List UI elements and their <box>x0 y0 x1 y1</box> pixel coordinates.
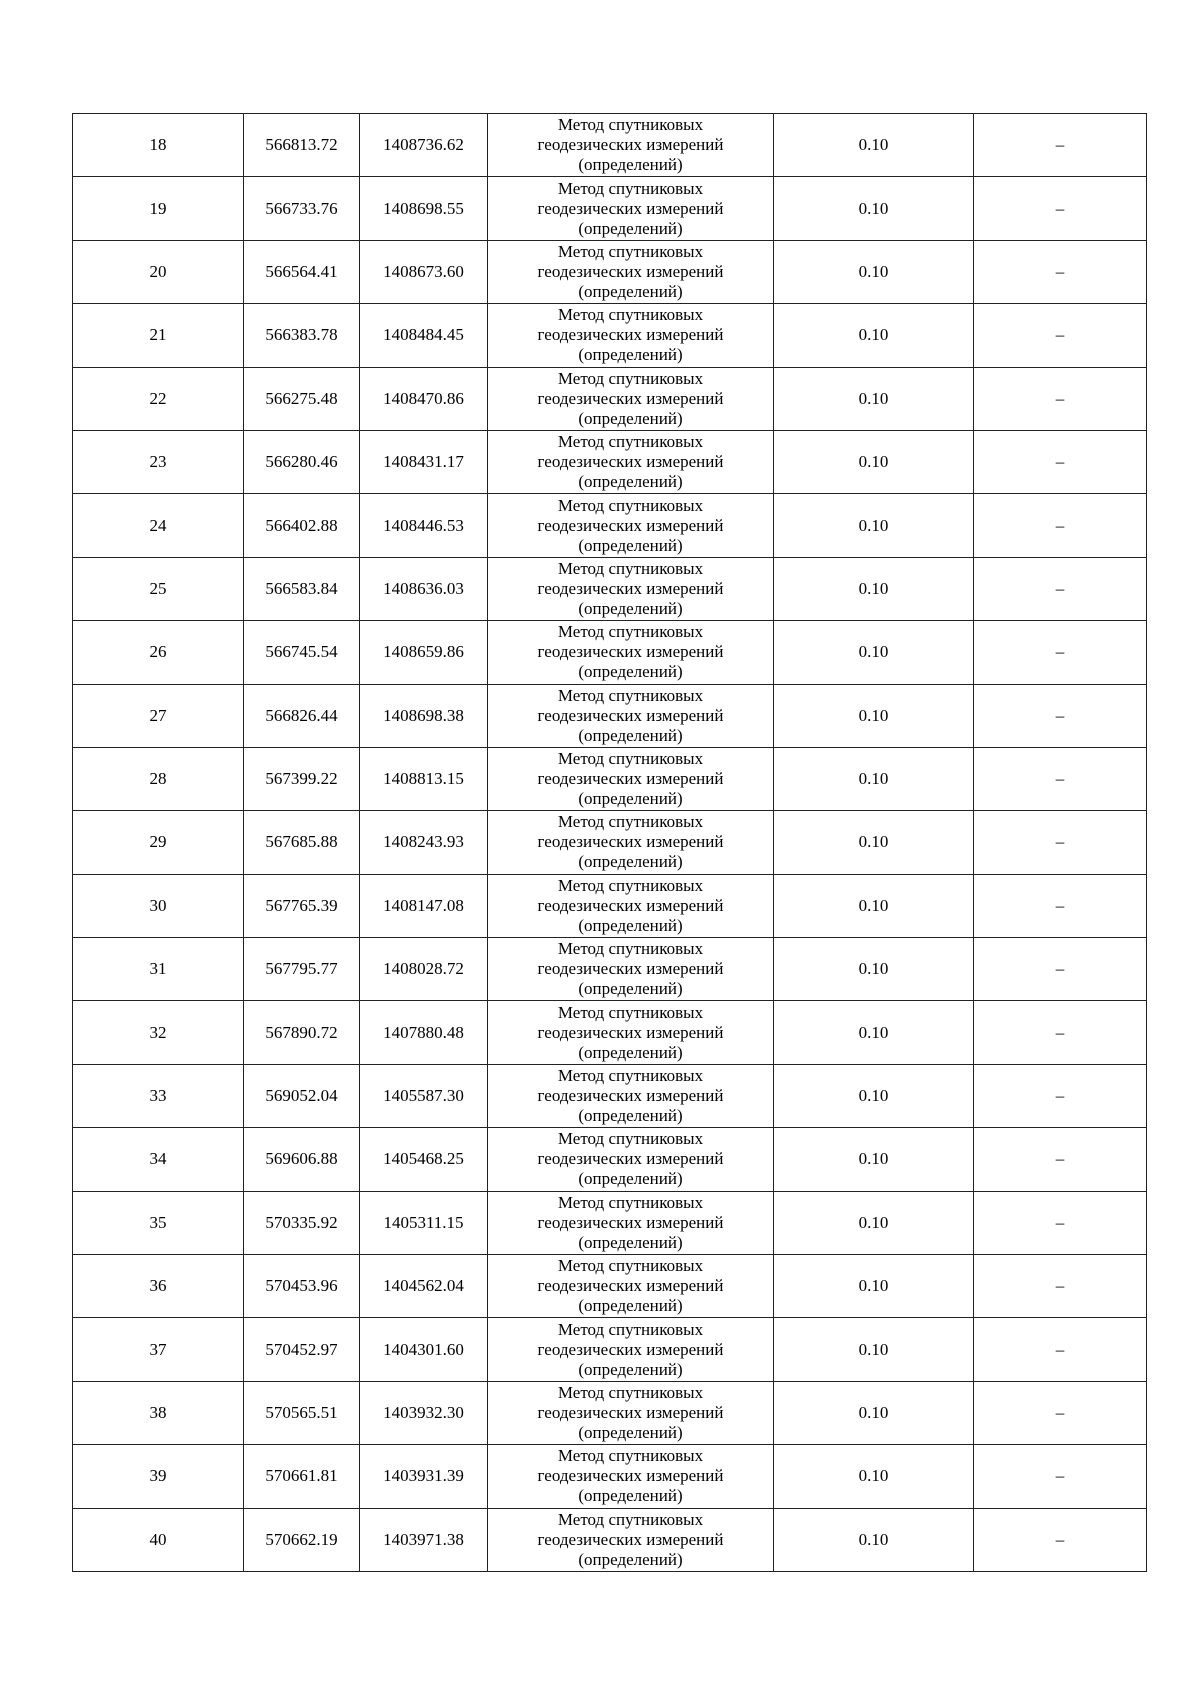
x-coordinate-cell: 566564.41 <box>244 240 360 303</box>
point-number-cell: 19 <box>73 177 244 240</box>
y-coordinate-cell: 1408813.15 <box>360 747 488 810</box>
point-number-cell: 35 <box>73 1191 244 1254</box>
table-row <box>73 1255 1147 1318</box>
y-coordinate-cell: 1408698.38 <box>360 684 488 747</box>
method-line: (определений) <box>578 1486 683 1506</box>
method-line: Метод спутниковых <box>557 305 704 325</box>
table-row <box>73 1128 1147 1191</box>
method-cell <box>488 1445 774 1508</box>
accuracy-cell: 0.10 <box>774 811 974 874</box>
accuracy-cell: 0.10 <box>774 114 974 177</box>
method-line: геодезических измерений <box>537 959 724 979</box>
y-coordinate-cell: 1408636.03 <box>360 557 488 620</box>
accuracy-cell: 0.10 <box>774 367 974 430</box>
y-coordinate-cell: 1408484.45 <box>360 304 488 367</box>
note-cell: – <box>974 1381 1147 1444</box>
method-line: Метод спутниковых <box>557 875 704 895</box>
point-number-cell: 29 <box>73 811 244 874</box>
point-number-cell: 37 <box>73 1318 244 1381</box>
method-line: (определений) <box>578 979 683 999</box>
x-coordinate-cell: 570453.96 <box>244 1255 360 1318</box>
method-line: (определений) <box>578 345 683 365</box>
method-line: Метод спутниковых <box>557 1192 704 1212</box>
y-coordinate-cell: 1408736.62 <box>360 114 488 177</box>
table-row <box>73 1191 1147 1254</box>
accuracy-cell: 0.10 <box>774 1255 974 1318</box>
point-number-cell: 31 <box>73 938 244 1001</box>
method-line: (определений) <box>578 1169 683 1189</box>
point-number-cell: 34 <box>73 1128 244 1191</box>
method-cell <box>488 1318 774 1381</box>
note-cell: – <box>974 177 1147 240</box>
method-line: (определений) <box>578 218 683 238</box>
method-line: (определений) <box>578 725 683 745</box>
x-coordinate-cell: 570662.19 <box>244 1508 360 1571</box>
method-line: геодезических измерений <box>537 1339 724 1359</box>
method-line: геодезических измерений <box>537 452 724 472</box>
method-line: Метод спутниковых <box>557 622 704 642</box>
method-line: геодезических измерений <box>537 769 724 789</box>
method-line: геодезических измерений <box>537 325 724 345</box>
method-line: Метод спутниковых <box>557 241 704 261</box>
method-line: (определений) <box>578 408 683 428</box>
table-row <box>73 747 1147 810</box>
table-row <box>73 621 1147 684</box>
method-line: (определений) <box>578 598 683 618</box>
method-line: Метод спутниковых <box>557 178 704 198</box>
table-row <box>73 938 1147 1001</box>
coordinates-table <box>72 113 1147 1572</box>
table-row <box>73 557 1147 620</box>
method-line: Метод спутниковых <box>557 1129 704 1149</box>
method-cell <box>488 811 774 874</box>
y-coordinate-cell: 1408243.93 <box>360 811 488 874</box>
table-row <box>73 1318 1147 1381</box>
table-row <box>73 114 1147 177</box>
point-number-cell: 36 <box>73 1255 244 1318</box>
accuracy-cell: 0.10 <box>774 1064 974 1127</box>
table-row <box>73 1508 1147 1571</box>
accuracy-cell: 0.10 <box>774 684 974 747</box>
point-number-cell: 40 <box>73 1508 244 1571</box>
method-line: Метод спутниковых <box>557 368 704 388</box>
point-number-cell: 28 <box>73 747 244 810</box>
table-row <box>73 177 1147 240</box>
y-coordinate-cell: 1405468.25 <box>360 1128 488 1191</box>
method-line: геодезических измерений <box>537 388 724 408</box>
method-line: Метод спутниковых <box>557 685 704 705</box>
x-coordinate-cell: 567399.22 <box>244 747 360 810</box>
accuracy-cell: 0.10 <box>774 1001 974 1064</box>
x-coordinate-cell: 567765.39 <box>244 874 360 937</box>
note-cell: – <box>974 1508 1147 1571</box>
x-coordinate-cell: 566275.48 <box>244 367 360 430</box>
accuracy-cell: 0.10 <box>774 177 974 240</box>
point-number-cell: 25 <box>73 557 244 620</box>
point-number-cell: 27 <box>73 684 244 747</box>
x-coordinate-cell: 566402.88 <box>244 494 360 557</box>
point-number-cell: 39 <box>73 1445 244 1508</box>
y-coordinate-cell: 1404301.60 <box>360 1318 488 1381</box>
x-coordinate-cell: 570661.81 <box>244 1445 360 1508</box>
table-row <box>73 430 1147 493</box>
method-line: геодезических измерений <box>537 198 724 218</box>
note-cell: – <box>974 1128 1147 1191</box>
note-cell: – <box>974 304 1147 367</box>
accuracy-cell: 0.10 <box>774 494 974 557</box>
coordinates-table-body <box>73 114 1147 1572</box>
method-cell <box>488 114 774 177</box>
accuracy-cell: 0.10 <box>774 240 974 303</box>
note-cell: – <box>974 430 1147 493</box>
accuracy-cell: 0.10 <box>774 557 974 620</box>
method-cell <box>488 1381 774 1444</box>
method-line: геодезических измерений <box>537 895 724 915</box>
method-line: геодезических измерений <box>537 1022 724 1042</box>
point-number-cell: 21 <box>73 304 244 367</box>
x-coordinate-cell: 567795.77 <box>244 938 360 1001</box>
note-cell: – <box>974 1191 1147 1254</box>
y-coordinate-cell: 1407880.48 <box>360 1001 488 1064</box>
y-coordinate-cell: 1408659.86 <box>360 621 488 684</box>
y-coordinate-cell: 1404562.04 <box>360 1255 488 1318</box>
point-number-cell: 20 <box>73 240 244 303</box>
x-coordinate-cell: 566826.44 <box>244 684 360 747</box>
method-line: (определений) <box>578 789 683 809</box>
accuracy-cell: 0.10 <box>774 621 974 684</box>
method-line: Метод спутниковых <box>557 1446 704 1466</box>
x-coordinate-cell: 569606.88 <box>244 1128 360 1191</box>
method-line: (определений) <box>578 1042 683 1062</box>
x-coordinate-cell: 566813.72 <box>244 114 360 177</box>
method-line: (определений) <box>578 662 683 682</box>
point-number-cell: 24 <box>73 494 244 557</box>
x-coordinate-cell: 566583.84 <box>244 557 360 620</box>
method-line: геодезических измерений <box>537 515 724 535</box>
note-cell: – <box>974 367 1147 430</box>
note-cell: – <box>974 747 1147 810</box>
method-line: геодезических измерений <box>537 578 724 598</box>
y-coordinate-cell: 1405587.30 <box>360 1064 488 1127</box>
method-line: геодезических измерений <box>537 261 724 281</box>
method-line: (определений) <box>578 1359 683 1379</box>
method-line: Метод спутниковых <box>557 1383 704 1402</box>
method-line: Метод спутниковых <box>557 1066 704 1086</box>
y-coordinate-cell: 1408470.86 <box>360 367 488 430</box>
note-cell: – <box>974 1001 1147 1064</box>
table-row <box>73 1001 1147 1064</box>
method-line: геодезических измерений <box>537 832 724 852</box>
method-line: геодезических измерений <box>537 642 724 662</box>
method-cell <box>488 747 774 810</box>
method-line: (определений) <box>578 1106 683 1126</box>
point-number-cell: 32 <box>73 1001 244 1064</box>
y-coordinate-cell: 1405311.15 <box>360 1191 488 1254</box>
method-line: (определений) <box>578 472 683 492</box>
y-coordinate-cell: 1408698.55 <box>360 177 488 240</box>
method-line: Метод спутниковых <box>557 1319 704 1339</box>
point-number-cell: 22 <box>73 367 244 430</box>
method-cell <box>488 1508 774 1571</box>
method-cell <box>488 874 774 937</box>
x-coordinate-cell: 566383.78 <box>244 304 360 367</box>
point-number-cell: 38 <box>73 1381 244 1444</box>
table-row <box>73 1381 1147 1444</box>
point-number-cell: 18 <box>73 114 244 177</box>
method-cell <box>488 1191 774 1254</box>
note-cell: – <box>974 557 1147 620</box>
y-coordinate-cell: 1408673.60 <box>360 240 488 303</box>
y-coordinate-cell: 1403971.38 <box>360 1508 488 1571</box>
method-line: (определений) <box>578 281 683 301</box>
table-row <box>73 367 1147 430</box>
table-row <box>73 1445 1147 1508</box>
point-number-cell: 26 <box>73 621 244 684</box>
note-cell: – <box>974 1255 1147 1318</box>
y-coordinate-cell: 1408431.17 <box>360 430 488 493</box>
table-row <box>73 874 1147 937</box>
table-row <box>73 684 1147 747</box>
y-coordinate-cell: 1403932.30 <box>360 1381 488 1444</box>
method-line: (определений) <box>578 915 683 935</box>
accuracy-cell: 0.10 <box>774 1445 974 1508</box>
note-cell: – <box>974 938 1147 1001</box>
accuracy-cell: 0.10 <box>774 938 974 1001</box>
accuracy-cell: 0.10 <box>774 747 974 810</box>
note-cell: – <box>974 1064 1147 1127</box>
method-line: (определений) <box>578 1296 683 1316</box>
note-cell: – <box>974 240 1147 303</box>
table-row <box>73 240 1147 303</box>
method-cell <box>488 1001 774 1064</box>
accuracy-cell: 0.10 <box>774 1508 974 1571</box>
x-coordinate-cell: 570452.97 <box>244 1318 360 1381</box>
note-cell: – <box>974 621 1147 684</box>
method-line: геодезических измерений <box>537 1403 724 1422</box>
point-number-cell: 23 <box>73 430 244 493</box>
method-cell <box>488 367 774 430</box>
point-number-cell: 30 <box>73 874 244 937</box>
method-line: (определений) <box>578 852 683 872</box>
x-coordinate-cell: 566733.76 <box>244 177 360 240</box>
note-cell: – <box>974 684 1147 747</box>
point-number-cell: 33 <box>73 1064 244 1127</box>
method-line: Метод спутниковых <box>557 1002 704 1022</box>
y-coordinate-cell: 1408028.72 <box>360 938 488 1001</box>
method-line: геодезических измерений <box>537 1149 724 1169</box>
table-row <box>73 1064 1147 1127</box>
x-coordinate-cell: 570335.92 <box>244 1191 360 1254</box>
method-cell <box>488 177 774 240</box>
method-line: геодезических измерений <box>537 1276 724 1296</box>
method-cell <box>488 430 774 493</box>
note-cell: – <box>974 1445 1147 1508</box>
accuracy-cell: 0.10 <box>774 1318 974 1381</box>
method-line: Метод спутниковых <box>557 495 704 515</box>
method-line: (определений) <box>578 1549 683 1569</box>
method-cell <box>488 938 774 1001</box>
method-cell <box>488 494 774 557</box>
method-line: геодезических измерений <box>537 705 724 725</box>
accuracy-cell: 0.10 <box>774 1191 974 1254</box>
y-coordinate-cell: 1408147.08 <box>360 874 488 937</box>
accuracy-cell: 0.10 <box>774 304 974 367</box>
method-line: Метод спутниковых <box>557 432 704 452</box>
accuracy-cell: 0.10 <box>774 1381 974 1444</box>
method-line: Метод спутниковых <box>557 1509 704 1529</box>
table-row <box>73 494 1147 557</box>
method-line: (определений) <box>578 535 683 555</box>
x-coordinate-cell: 566745.54 <box>244 621 360 684</box>
method-line: геодезических измерений <box>537 1086 724 1106</box>
table-row <box>73 304 1147 367</box>
note-cell: – <box>974 494 1147 557</box>
method-cell <box>488 684 774 747</box>
accuracy-cell: 0.10 <box>774 874 974 937</box>
x-coordinate-cell: 566280.46 <box>244 430 360 493</box>
method-line: Метод спутниковых <box>557 115 704 135</box>
method-cell <box>488 240 774 303</box>
method-cell <box>488 557 774 620</box>
x-coordinate-cell: 570565.51 <box>244 1381 360 1444</box>
accuracy-cell: 0.10 <box>774 1128 974 1191</box>
method-line: геодезических измерений <box>537 1466 724 1486</box>
method-cell <box>488 621 774 684</box>
method-line: Метод спутниковых <box>557 939 704 959</box>
y-coordinate-cell: 1408446.53 <box>360 494 488 557</box>
method-cell <box>488 1255 774 1318</box>
method-line: геодезических измерений <box>537 1212 724 1232</box>
note-cell: – <box>974 1318 1147 1381</box>
accuracy-cell: 0.10 <box>774 430 974 493</box>
x-coordinate-cell: 567890.72 <box>244 1001 360 1064</box>
method-line: Метод спутниковых <box>557 558 704 578</box>
method-line: Метод спутниковых <box>557 749 704 769</box>
method-line: геодезических измерений <box>537 135 724 155</box>
method-line: (определений) <box>578 155 683 175</box>
note-cell: – <box>974 874 1147 937</box>
method-cell <box>488 1064 774 1127</box>
note-cell: – <box>974 114 1147 177</box>
table-row <box>73 811 1147 874</box>
y-coordinate-cell: 1403931.39 <box>360 1445 488 1508</box>
x-coordinate-cell: 569052.04 <box>244 1064 360 1127</box>
method-line: Метод спутниковых <box>557 1256 704 1276</box>
method-line: (определений) <box>578 1232 683 1252</box>
method-line: Метод спутниковых <box>557 812 704 832</box>
method-cell <box>488 1128 774 1191</box>
note-cell: – <box>974 811 1147 874</box>
method-line: геодезических измерений <box>537 1529 724 1549</box>
method-line: (определений) <box>578 1423 683 1442</box>
x-coordinate-cell: 567685.88 <box>244 811 360 874</box>
method-cell <box>488 304 774 367</box>
